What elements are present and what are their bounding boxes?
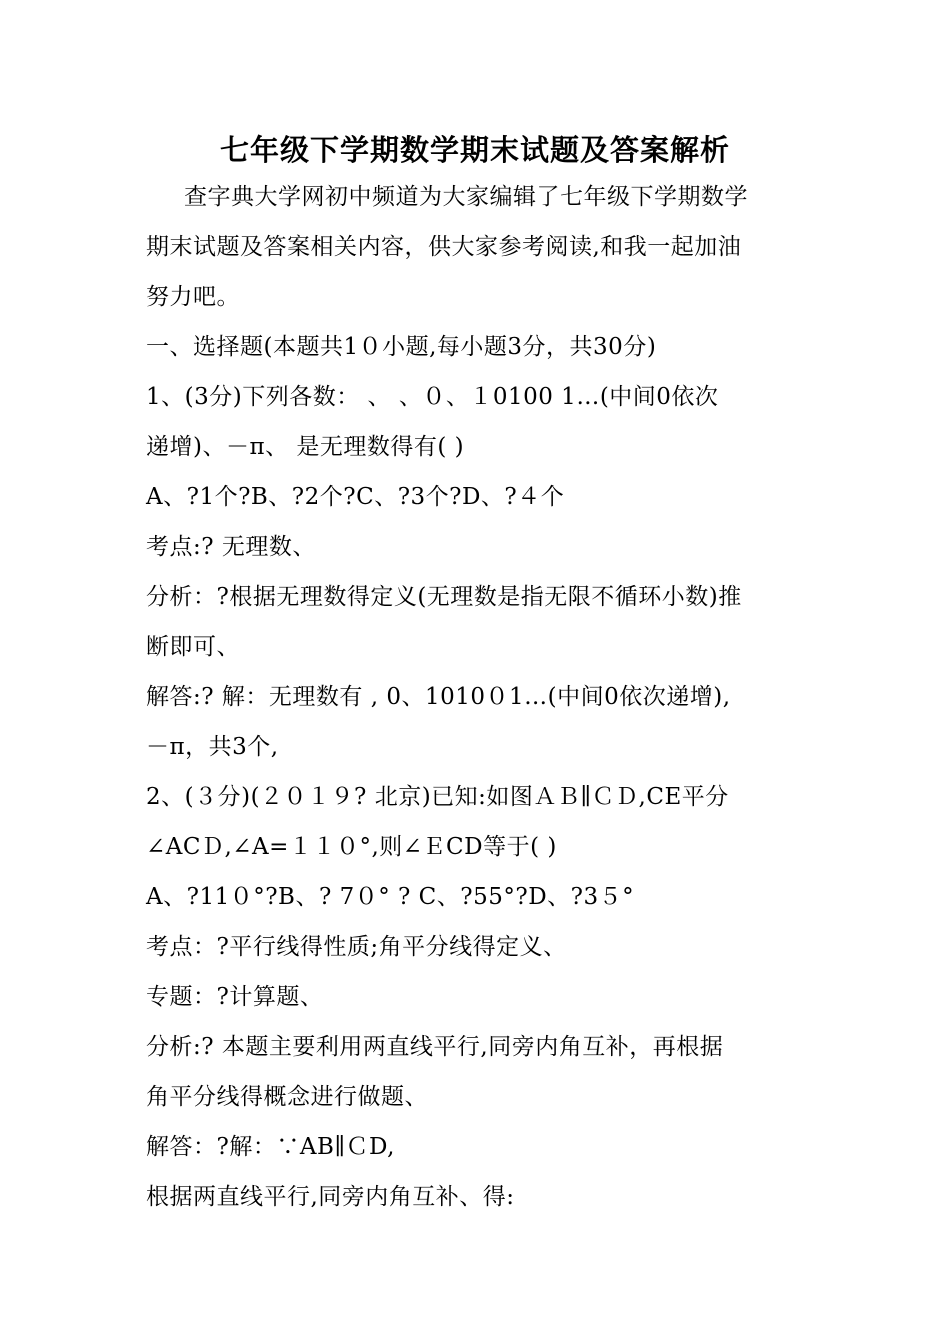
question-2-analysis: 角平分线得概念进行做题、 <box>146 1084 428 1110</box>
question-2-line: 2、(３分)(２０１９? 北京)已知:如图ＡＢ∥ＣＤ,CE平分 <box>146 784 729 810</box>
document-title: 七年级下学期数学期末试题及答案解析 <box>219 133 730 167</box>
intro-paragraph-line: 查字典大学网初中频道为大家编辑了七年级下学期数学 <box>184 184 748 210</box>
question-1-line: 1、(3分)下列各数： 、 、０、１0100 1…(中间0依次 <box>146 384 719 410</box>
question-2-line: ∠ACＤ,∠A=１１０°,则∠ＥCD等于( ) <box>146 834 557 860</box>
question-2-topic: 专题：?计算题、 <box>146 984 324 1010</box>
question-2-answer: 解答：?解：∵AB∥ＣD, <box>146 1134 395 1160</box>
question-1-answer: 解答:? 解：无理数有 , 0、1010０1…(中间0依次递增), <box>146 684 731 710</box>
question-1-line: 递增)、－π、 是无理数得有( ) <box>146 434 465 460</box>
intro-paragraph-line: 期末试题及答案相关内容，供大家参考阅读,和我一起加油 <box>146 234 742 260</box>
question-1-analysis: 分析：?根据无理数得定义(无理数是指无限不循环小数)推 <box>146 584 742 610</box>
question-1-analysis: 断即可、 <box>146 634 240 660</box>
question-2-options: A、?11０°?B、? 7０° ? C、?55°?D、?3５° <box>146 884 635 910</box>
intro-paragraph-line: 努力吧。 <box>146 284 240 310</box>
question-2-answer: 根据两直线平行,同旁内角互补、得: <box>146 1184 515 1210</box>
question-1-key-point: 考点:? 无理数、 <box>146 534 316 560</box>
question-2-analysis: 分析:? 本题主要利用两直线平行,同旁内角互补，再根据 <box>146 1034 724 1060</box>
question-1-options: A、?1个?B、?2个?C、?3个?D、?４个 <box>146 484 565 510</box>
question-1-answer: －π，共3个, <box>146 734 279 760</box>
document-body <box>146 172 806 1222</box>
question-2-key-point: 考点：?平行线得性质;角平分线得定义、 <box>146 934 567 960</box>
section-heading: 一、选择题(本题共1０小题,每小题3分，共30分) <box>146 334 657 360</box>
